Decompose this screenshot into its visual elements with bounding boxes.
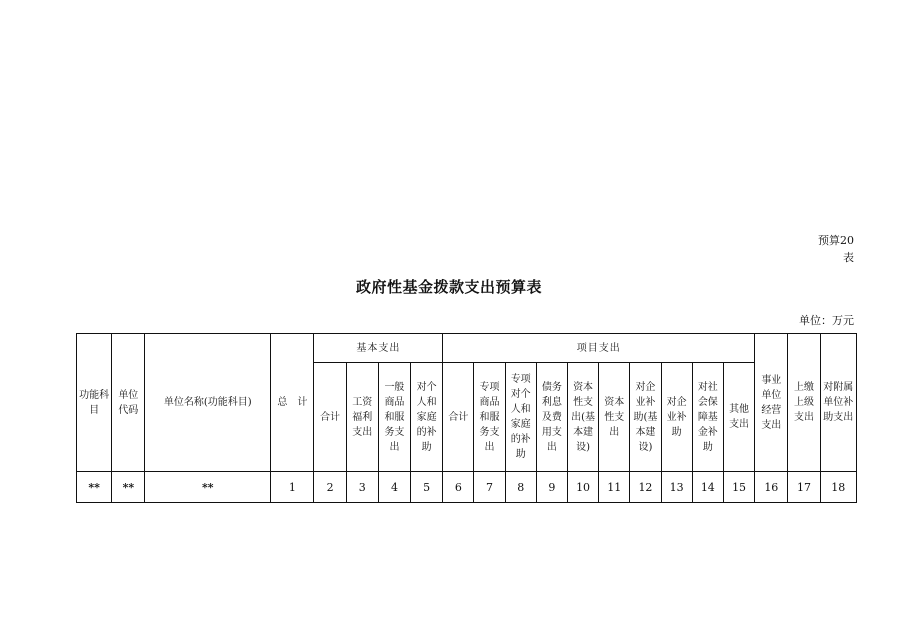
row-unit-code: **: [112, 472, 145, 503]
row-col-number: 3: [346, 472, 378, 503]
row-col-number: 6: [443, 472, 474, 503]
header-project-col: 专项 对个 人和 家庭 的补 助: [505, 363, 536, 472]
header-project-col: 其他 支出: [723, 363, 754, 472]
row-col-number: 16: [755, 472, 788, 503]
header-subordinate-subsidy: 对附属 单位补 助支出: [820, 334, 856, 472]
row-col-number: 11: [599, 472, 630, 503]
header-basic-col: 对个 人和 家庭 的补 助: [411, 363, 443, 472]
budget-table-number-line1: 预算20: [818, 234, 854, 247]
row-col-number: 12: [630, 472, 661, 503]
header-project-col: 对企 业补 助: [661, 363, 692, 472]
header-enterprise-operation: 事业 单位 经营 支出: [755, 334, 788, 472]
header-project-col: 合计: [443, 363, 474, 472]
budget-table-number: [818, 232, 854, 266]
header-project-col: 对企 业补 助(基 本建 设): [630, 363, 661, 472]
row-col-number: 1: [271, 472, 314, 503]
header-basic-expenditure: 基本支出: [314, 334, 443, 363]
row-col-number: 13: [661, 472, 692, 503]
header-project-col: 专项 商品 和服 务支 出: [474, 363, 505, 472]
row-col-number: 2: [314, 472, 346, 503]
row-col-number: 17: [788, 472, 820, 503]
header-basic-col: 合计: [314, 363, 346, 472]
row-col-number: 7: [474, 472, 505, 503]
header-basic-col: 一般 商品 和服 务支 出: [378, 363, 410, 472]
row-col-number: 10: [567, 472, 598, 503]
unit-label: 单位：万元: [799, 314, 854, 327]
row-col-number: 15: [723, 472, 754, 503]
row-unit-name: **: [145, 472, 271, 503]
budget-table: [76, 333, 857, 503]
header-project-col: 对社 会保 障基 金补 助: [692, 363, 723, 472]
header-project-expenditure: 项目支出: [443, 334, 755, 363]
row-col-number: 8: [505, 472, 536, 503]
header-project-col: 债务 利息 及费 用支 出: [536, 363, 567, 472]
page-title: 政府性基金拨款支出预算表: [355, 278, 542, 296]
header-project-col: 资本 性支 出(基 本建 设): [567, 363, 598, 472]
header-function-subject: 功能科 目: [77, 334, 112, 472]
row-col-number: 4: [378, 472, 410, 503]
header-unit-name: 单位名称(功能科目): [145, 334, 271, 472]
row-col-number: 5: [411, 472, 443, 503]
row-col-number: 18: [820, 472, 856, 503]
row-col-number: 14: [692, 472, 723, 503]
header-project-col: 资本 性支 出: [599, 363, 630, 472]
header-total: 总 计: [271, 334, 314, 472]
table-row: [77, 472, 857, 503]
row-function-subject: **: [77, 472, 112, 503]
budget-table-number-line2: 表: [843, 251, 854, 264]
header-upper-remittance: 上缴 上级 支出: [788, 334, 820, 472]
row-col-number: 9: [536, 472, 567, 503]
header-unit-code: 单位 代码: [112, 334, 145, 472]
header-basic-col: 工资 福利 支出: [346, 363, 378, 472]
